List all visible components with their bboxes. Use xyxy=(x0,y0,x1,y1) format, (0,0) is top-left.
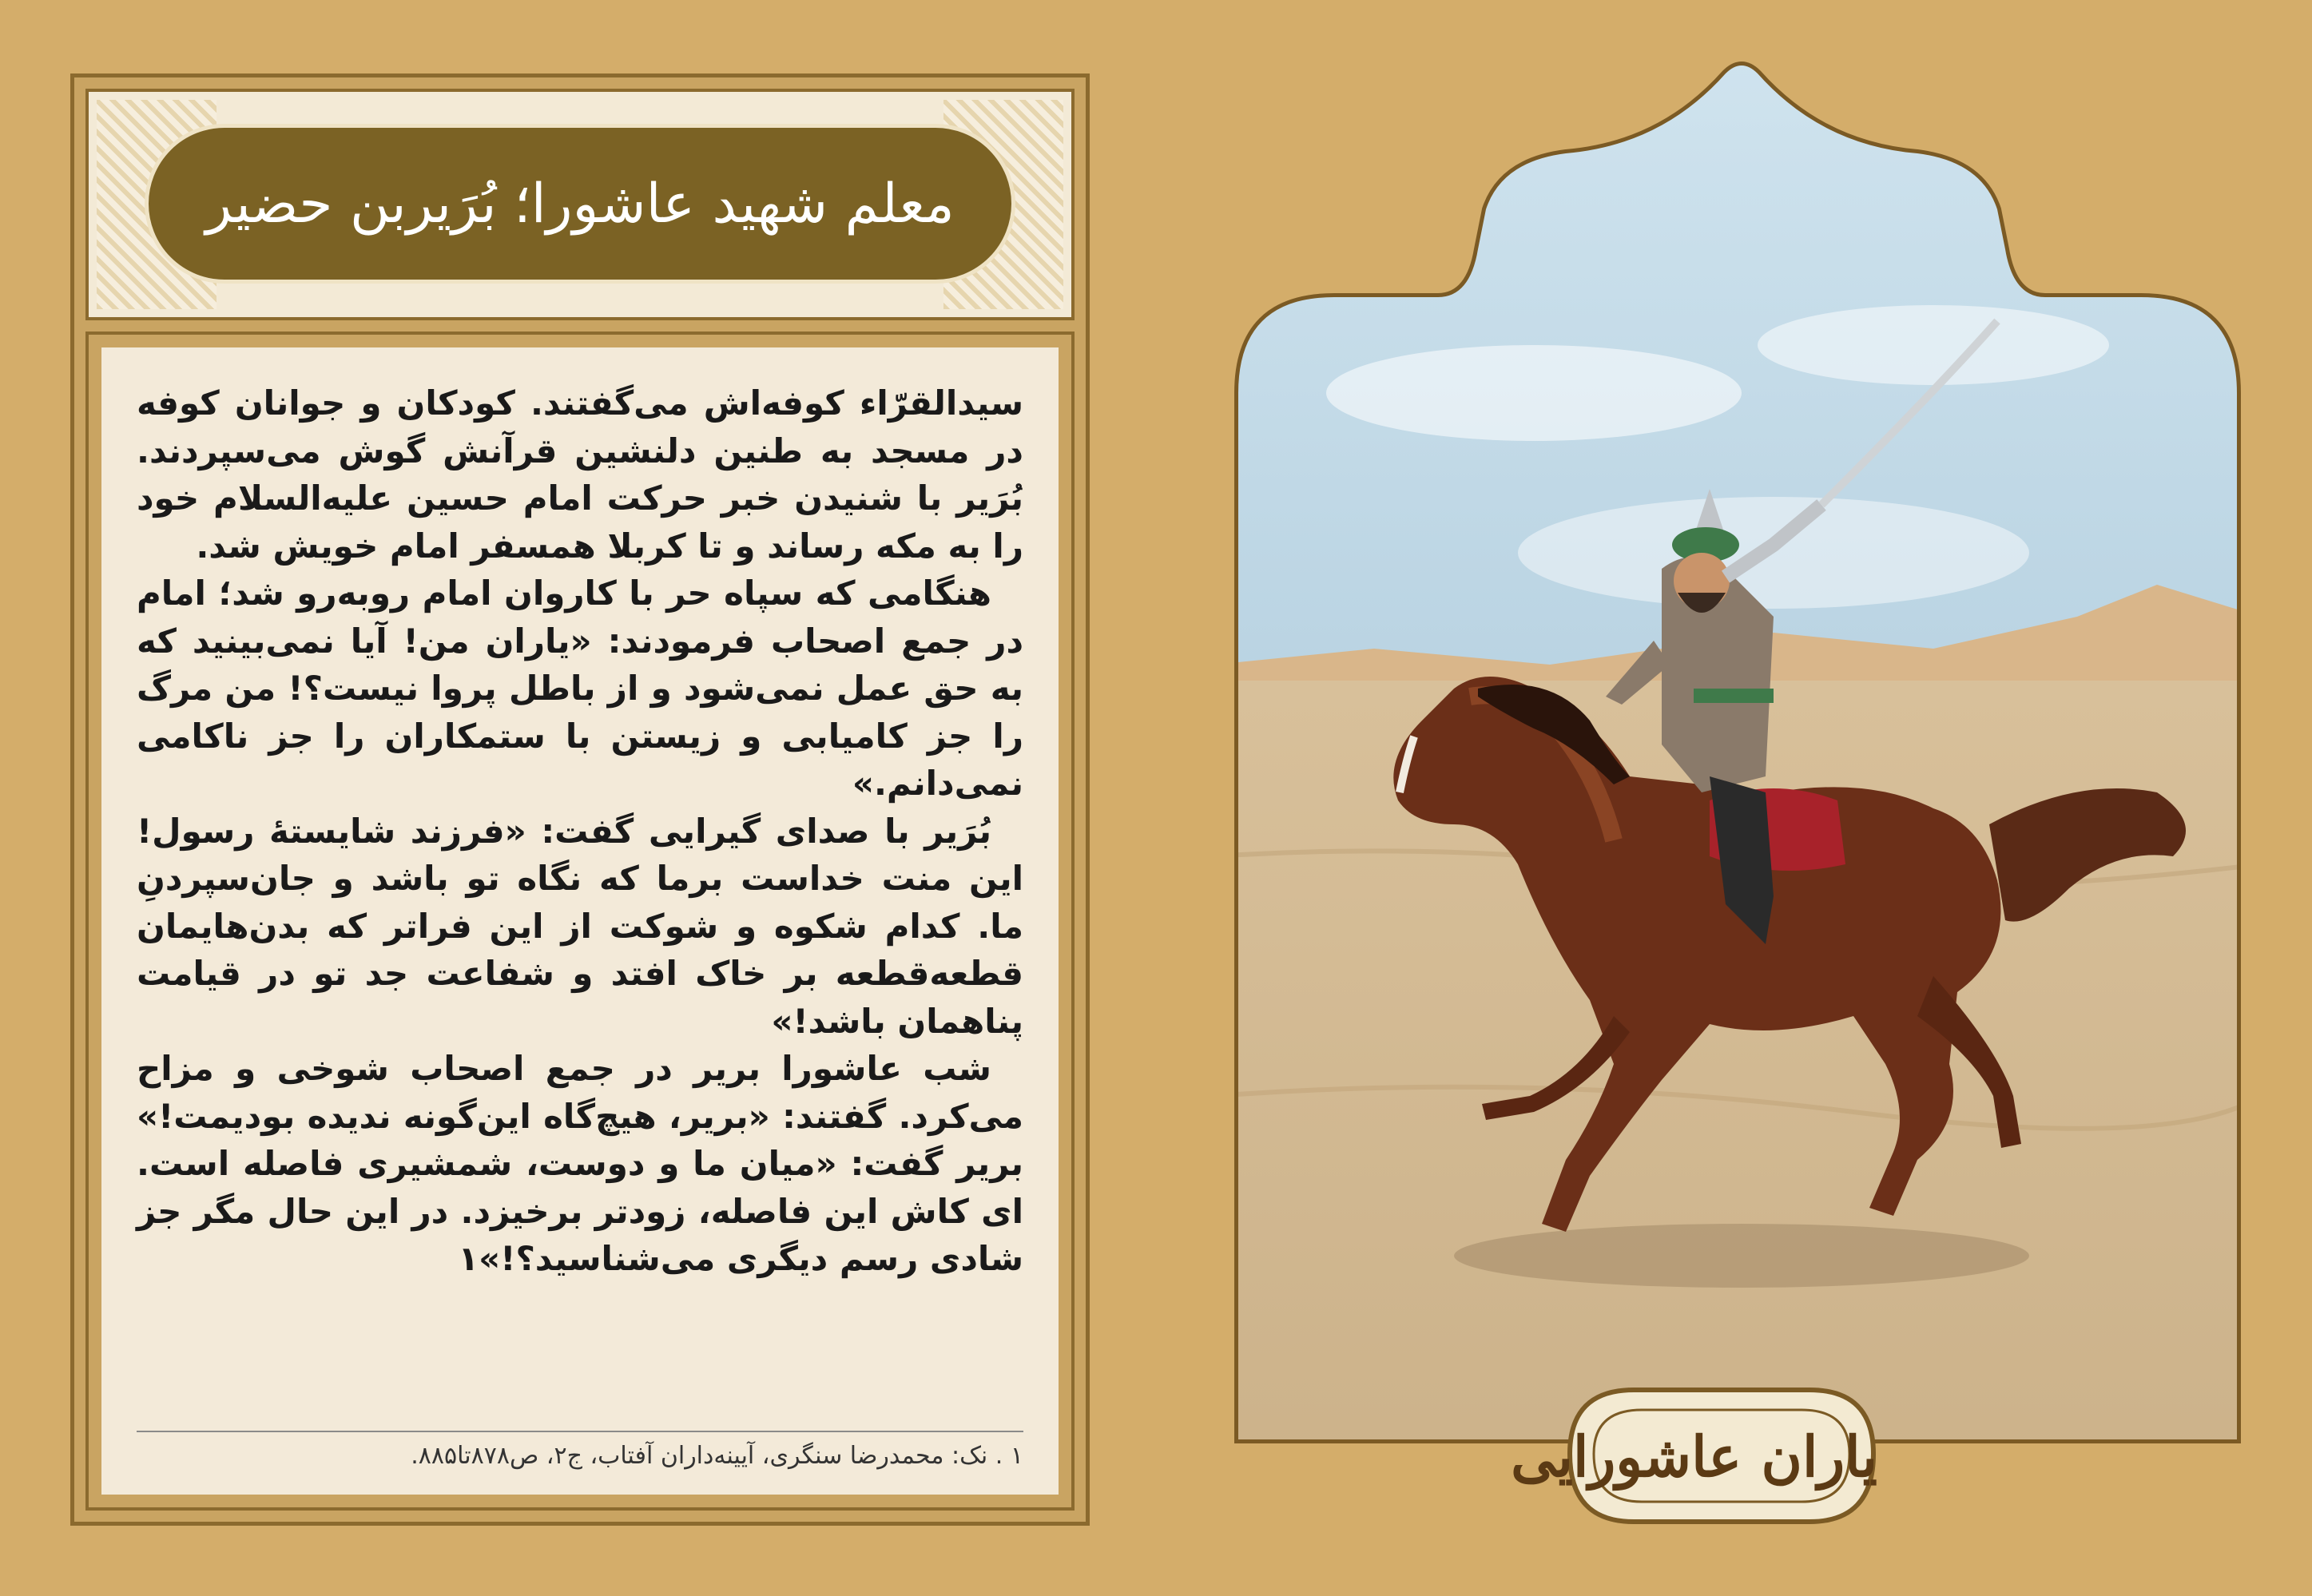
paragraph-3: بُرَیر با صدای گیرایی گفت: «فرزند شایستهٔ رسول! این منت خداست برما که نگاه تو باشد و جان‌سپردنِ ما. کدام شکوه و شوکت از این فراتر که بدن‌هایمان قطعه‌قطعه بر خاک افتد و شفاعت جد تو در قیامت پناهمان باشد!» xyxy=(137,811,1023,1041)
paragraph-4: شب عاشورا بریر در جمع اصحاب شوخی و مزاح می‌کرد. گفتند: «بریر، هیچ‌گاه این‌گونه ندیده بودیمت!» بریر گفت: «میان ما و دوست، شمشیری فاصله است. ای کاش این فاصله، زودتر برخیزد. در این حال مگر جز شادی رسم دیگری می‌شناسید؟!»۱ xyxy=(137,1049,1023,1278)
body-frame xyxy=(85,332,1075,1511)
title-plate xyxy=(145,124,1015,284)
illustration xyxy=(1214,58,2261,1479)
body-paper xyxy=(101,347,1059,1495)
paragraph-1: سیدالقرّاء کوفه‌اش می‌گفتند. کودکان و جوانان کوفه در مسجد به طنین دلنشین قرآنش گوش می‌سپردند. بُرَیر با شنیدن خبر حرکت امام حسین علیه‌السلام خود را به مکه رساند و تا کربلا همسفر امام خویش شد. xyxy=(137,383,1023,566)
paragraph-2: هنگامی که سپاه حر با کاروان امام روبه‌رو شد؛ امام در جمع اصحاب فرمودند: «یاران من! آیا نمی‌بینید که به حق عمل نمی‌شود و از باطل پروا نیست؟! من مرگ را جز کامیابی و زیستن با ستمکاران را جز ناکامی نمی‌دانم.» xyxy=(137,574,1023,803)
article-text xyxy=(137,379,1023,1283)
page-title: معلم شهید عاشورا؛ بُرَیربن حضیر xyxy=(205,172,955,236)
footnote-divider xyxy=(137,1431,1023,1432)
footnote: ۱ . نک: محمدرضا سنگری، آیینه‌داران آفتاب، ج۲، ص۸۷۸تا۸۸۵. xyxy=(411,1442,1023,1470)
logo-text: یاران عاشورایی xyxy=(1511,1423,1877,1490)
title-frame xyxy=(85,89,1075,320)
article-panel xyxy=(70,73,1090,1526)
